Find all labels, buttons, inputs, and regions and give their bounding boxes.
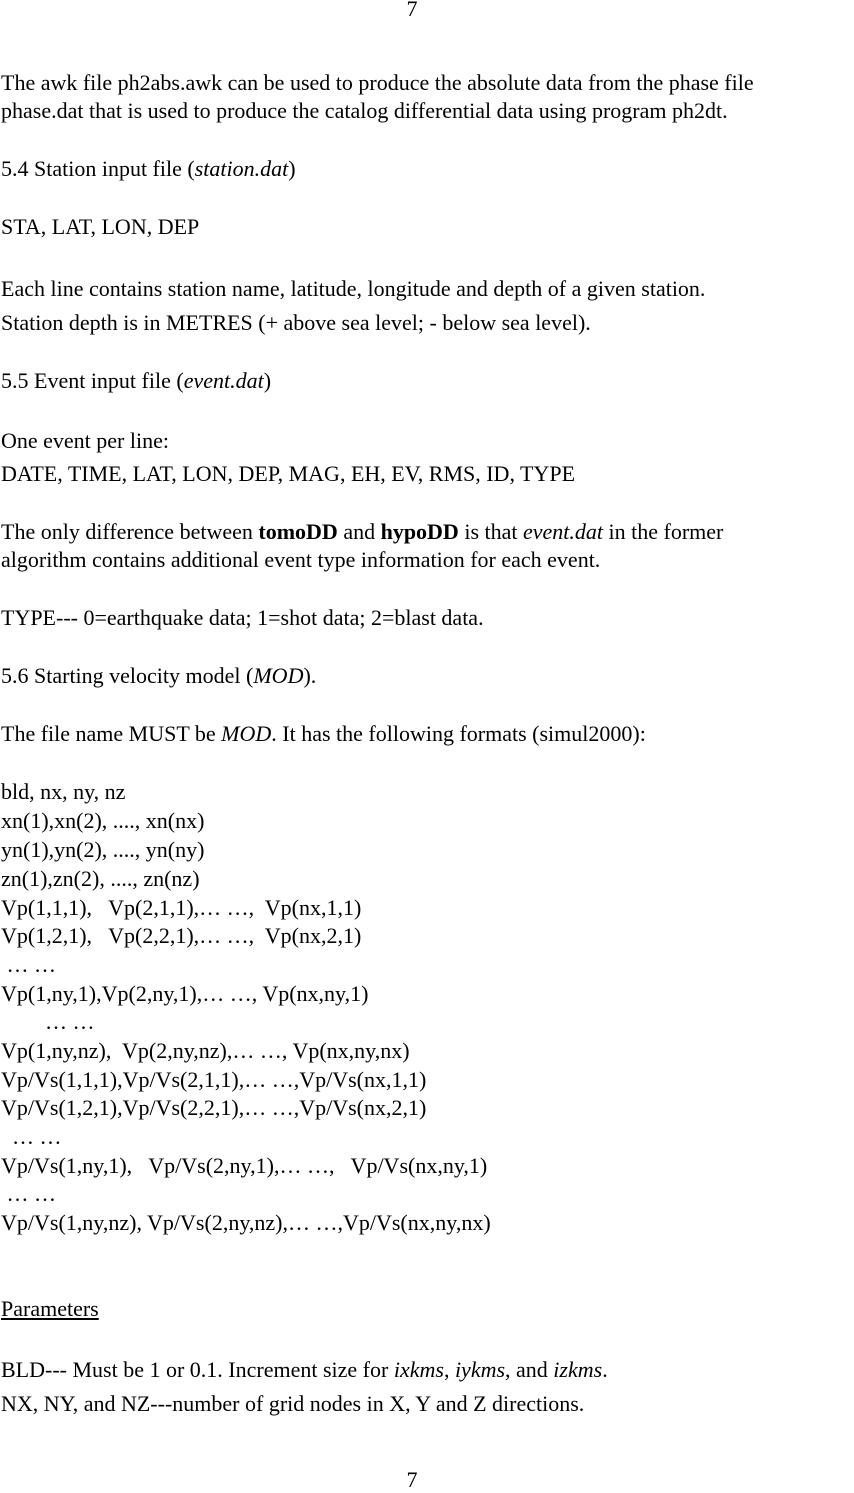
bld-iykms: iykms [454, 1357, 506, 1382]
diff-text-2: and [337, 519, 381, 544]
format-line: Vp/Vs(1,ny,nz), Vp/Vs(2,ny,nz),… …,Vp/Vs(nx,ny,nx) [1, 1210, 491, 1235]
station-desc-2: Station depth is in METRES (+ above sea level; - below sea level). [1, 310, 591, 335]
file-desc-prefix: The file name MUST be [1, 721, 222, 746]
format-line: Vp(1,1,1), Vp(2,1,1),… …, Vp(nx,1,1) [1, 895, 362, 920]
diff-filename: event.dat [523, 519, 604, 544]
format-line: Vp/Vs(1,ny,1), Vp/Vs(2,ny,1),… …, Vp/Vs(nx,ny,1) [1, 1153, 488, 1178]
nxnynz-description: NX, NY, and NZ---number of grid nodes in X, Y and Z directions. [1, 1391, 585, 1416]
page-number-bottom: 7 [406, 1467, 418, 1492]
format-line: bld, nx, ny, nz [1, 779, 126, 804]
station-heading-suffix: ) [288, 156, 296, 181]
event-heading-prefix: 5.5 Event input file ( [1, 368, 184, 393]
diff-text-1: The only difference between [1, 519, 259, 544]
format-line: … … [1, 1009, 95, 1034]
format-line: zn(1),zn(2), ...., zn(nz) [1, 866, 200, 891]
station-heading-prefix: 5.4 Station input file ( [1, 156, 195, 181]
format-line: Vp(1,ny,1),Vp(2,ny,1),… …, Vp(nx,ny,1) [1, 981, 369, 1006]
event-one-per-line: One event per line: [1, 428, 169, 453]
bld-separator-2: , and [505, 1357, 554, 1382]
bld-separator-1: , [443, 1357, 455, 1382]
format-line: … … [1, 1124, 62, 1149]
intro-line-2: phase.dat that is used to produce the catalog differential data using program ph2dt. [1, 98, 728, 123]
station-heading-filename: station.dat [194, 156, 289, 181]
event-type-line: TYPE--- 0=earthquake data; 1=shot data; 2=blast data. [1, 605, 484, 630]
bld-ixkms: ixkms [393, 1357, 444, 1382]
format-line: Vp/Vs(1,1,1),Vp/Vs(2,1,1),… …,Vp/Vs(nx,1,1) [1, 1067, 427, 1092]
format-line: … … [1, 1181, 56, 1206]
bld-izkms: izkms [553, 1357, 603, 1382]
format-line: Vp/Vs(1,2,1),Vp/Vs(2,2,1),… …,Vp/Vs(nx,2,1) [1, 1095, 427, 1120]
velocity-file-desc [1, 721, 646, 747]
format-line: Vp(1,ny,nz), Vp(2,ny,nz),… …, Vp(nx,ny,nx) [1, 1038, 410, 1063]
velocity-heading-prefix: 5.6 Starting velocity model ( [1, 663, 254, 688]
intro-line-1: The awk file ph2abs.awk can be used to produce the absolute data from the phase file [1, 70, 754, 95]
bld-description [1, 1357, 608, 1383]
velocity-heading-suffix: ). [303, 663, 317, 688]
event-heading [1, 368, 271, 394]
page-number-top: 7 [406, 0, 418, 21]
file-desc-suffix: . It has the following formats (simul2000): [271, 721, 646, 746]
format-line: yn(1),yn(2), ...., yn(ny) [1, 837, 205, 862]
diff-tomodd: tomoDD [258, 519, 338, 544]
diff-hypodd: hypoDD [380, 519, 459, 544]
event-heading-suffix: ) [263, 368, 272, 393]
bld-end: . [602, 1357, 608, 1382]
diff-text-4: in the former [603, 519, 724, 544]
parameters-heading: Parameters [1, 1296, 99, 1321]
event-difference-line-1 [1, 519, 723, 545]
format-line: xn(1),xn(2), ...., xn(nx) [1, 808, 205, 833]
event-heading-filename: event.dat [183, 368, 264, 393]
bld-prefix: BLD--- Must be 1 or 0.1. Increment size for [1, 1357, 394, 1382]
diff-text-3: is that [458, 519, 523, 544]
station-desc-1: Each line contains station name, latitude, longitude and depth of a given station. [1, 276, 706, 301]
format-line: Vp(1,2,1), Vp(2,2,1),… …, Vp(nx,2,1) [1, 923, 362, 948]
file-desc-filename: MOD [221, 721, 272, 746]
format-line: … … [1, 952, 56, 977]
event-format: DATE, TIME, LAT, LON, DEP, MAG, EH, EV, RMS, ID, TYPE [1, 461, 576, 486]
event-difference-line-2: algorithm contains additional event type information for each event. [1, 547, 601, 572]
station-heading [1, 156, 296, 182]
station-format: STA, LAT, LON, DEP [1, 214, 200, 239]
velocity-heading [1, 663, 316, 689]
velocity-heading-filename: MOD [253, 663, 304, 688]
